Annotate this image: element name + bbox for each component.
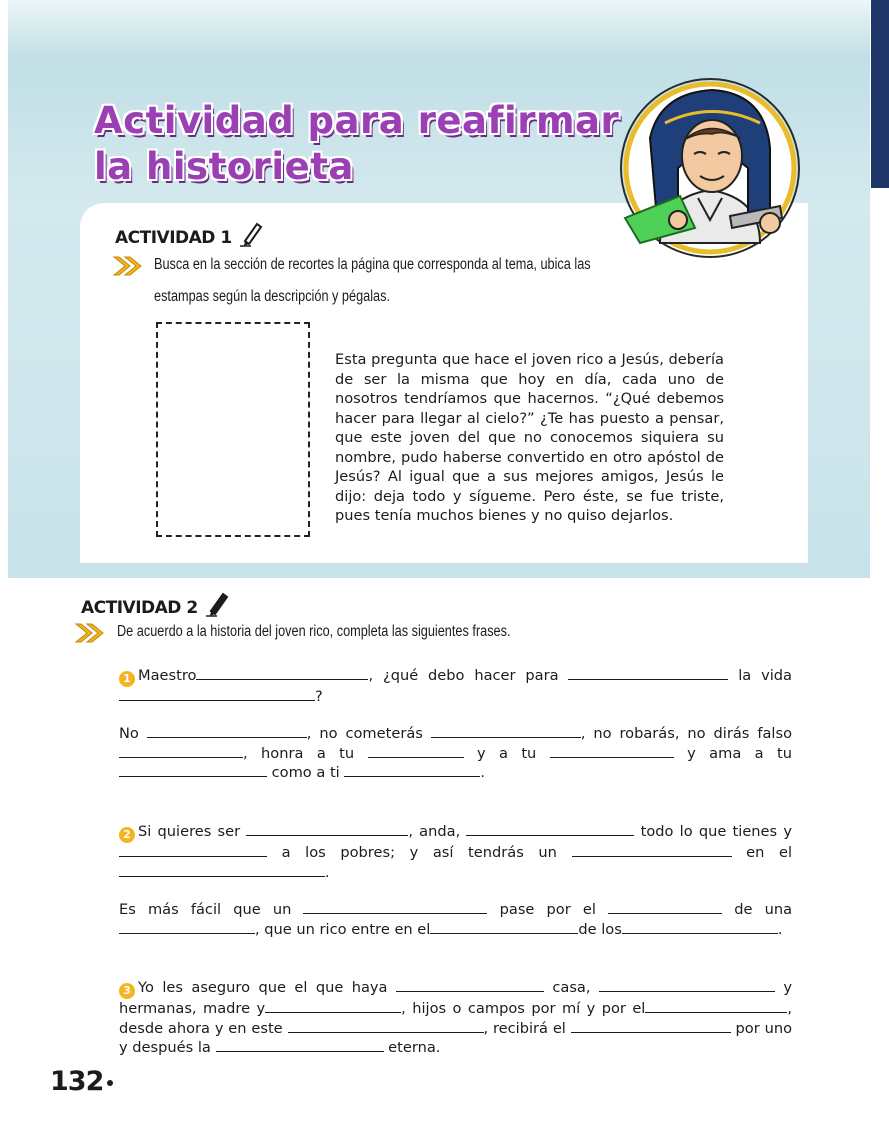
text-fragment: la vida	[738, 667, 792, 684]
text-fragment: Si quieres ser	[138, 823, 241, 840]
activity-1-heading-label: ACTIVIDAD 1	[115, 228, 232, 248]
number-badge-icon: 2	[119, 827, 135, 843]
fill-blank[interactable]	[119, 920, 255, 934]
page-title-line-2: la historieta	[94, 145, 354, 188]
fill-blank[interactable]	[396, 978, 544, 992]
text-fragment: , no robarás, no dirás falso	[580, 725, 792, 742]
fill-blank[interactable]	[216, 1038, 384, 1052]
text-fragment: .	[325, 863, 330, 881]
fill-blank[interactable]	[431, 724, 581, 738]
page-number	[50, 1066, 113, 1097]
fill-blank[interactable]	[119, 744, 243, 758]
text-fragment: de una	[734, 901, 793, 918]
page-number-label: 132	[50, 1066, 104, 1097]
fill-blank[interactable]	[430, 920, 578, 934]
text-fragment: .	[777, 920, 783, 938]
exercise-1-part-a	[119, 666, 792, 707]
fill-blank[interactable]	[368, 744, 464, 758]
fill-blank[interactable]	[147, 724, 307, 738]
activity-1-instruction-line-2: estampas según la descripción y pégalas.	[154, 288, 390, 305]
text-fragment: Maestro	[138, 667, 197, 684]
fill-blank[interactable]	[344, 763, 480, 777]
text-fragment: de los	[578, 920, 622, 938]
sticker-placeholder-box[interactable]	[156, 322, 310, 537]
activity-2-heading	[81, 591, 229, 618]
fill-blank[interactable]	[599, 978, 775, 992]
text-fragment: ?	[315, 688, 323, 705]
fill-blank[interactable]	[119, 863, 325, 877]
text-fragment: , recibirá el	[483, 1019, 566, 1037]
number-badge-icon: 1	[119, 671, 135, 687]
fill-blank[interactable]	[571, 1019, 731, 1033]
text-fragment: , no cometerás	[306, 725, 423, 742]
text-fragment: , ¿qué debo hacer para	[368, 667, 559, 684]
exercise-1-part-b	[119, 724, 792, 783]
activity-1-instruction-line-1: Busca en la sección de recortes la página que corresponda al tema, ubica las	[154, 256, 591, 273]
text-fragment: , desde ahora y en este	[119, 1000, 793, 1037]
activity-2-heading-label: ACTIVIDAD 2	[81, 598, 198, 618]
text-fragment: .	[480, 764, 486, 781]
fill-blank[interactable]	[622, 920, 778, 934]
text-fragment: casa,	[552, 979, 591, 996]
text-fragment: , anda,	[408, 823, 461, 840]
page-title-line-1: Actividad para reafirmar	[94, 99, 620, 142]
exercise-2-part-a	[119, 822, 792, 882]
fill-blank[interactable]	[119, 763, 267, 777]
text-fragment: a los pobres; y así tendrás un	[281, 844, 557, 861]
pencil-icon	[239, 221, 263, 247]
text-fragment: todo lo que tienes y	[640, 823, 792, 840]
page-dot	[107, 1080, 113, 1086]
text-fragment: Es más fácil que un	[119, 901, 292, 918]
exercise-2-part-b	[119, 900, 792, 939]
fill-blank[interactable]	[288, 1019, 484, 1033]
fill-blank[interactable]	[568, 666, 728, 680]
text-fragment: y hermanas, madre y	[119, 979, 792, 1017]
double-chevron-icon	[112, 255, 144, 277]
text-fragment: No	[119, 725, 139, 742]
fill-blank[interactable]	[608, 900, 722, 914]
activity-2-instruction: De acuerdo a la historia del joven rico, completa las siguientes frases.	[117, 623, 511, 640]
exercise-3	[119, 978, 792, 1058]
fill-blank[interactable]	[550, 744, 674, 758]
text-fragment: y ama a tu	[687, 744, 792, 762]
fill-blank[interactable]	[265, 999, 401, 1013]
activity-1-paragraph: Esta pregunta que hace el joven rico a Jesús, debería de ser la misma que hoy en día, cada uno de nosotros tendríamos que hacernos. “¿Qué debemos hacer para llegar al cielo?” ¿Te has puesto a pensar, que este joven del que no conocemos siquiera su nombre, pudo haberse convertido en otro apóstol de Jesús? Al igual que a sus mejores amigos, Jesús le dijo: deja todo y sígueme. Pero éste, se fue triste, pues tenía muchos bienes y no quiso dejarlos.	[335, 351, 724, 524]
text-fragment: , honra a tu	[243, 744, 355, 762]
fill-blank[interactable]	[645, 999, 787, 1013]
page-title	[94, 98, 619, 190]
page-edge-bar	[871, 0, 889, 188]
text-fragment: por uno y después la	[119, 1019, 793, 1056]
pencil-icon	[205, 591, 229, 617]
fill-blank[interactable]	[119, 687, 315, 701]
fill-blank[interactable]	[196, 666, 368, 680]
text-fragment: como a ti	[271, 764, 340, 781]
fill-blank[interactable]	[119, 843, 267, 857]
fill-blank[interactable]	[246, 822, 408, 836]
text-fragment: y a tu	[476, 744, 537, 762]
double-chevron-icon	[74, 622, 106, 644]
activity-1-heading	[115, 221, 263, 248]
text-fragment: , que un rico entre en el	[255, 920, 431, 938]
text-fragment: Yo les aseguro que el que haya	[138, 979, 388, 996]
text-fragment: eterna.	[388, 1039, 441, 1056]
text-fragment: en el	[746, 844, 792, 861]
fill-blank[interactable]	[572, 843, 732, 857]
number-badge-icon: 3	[119, 983, 135, 999]
fill-blank[interactable]	[466, 822, 634, 836]
text-fragment: , hijos o campos por mí y por el	[401, 1000, 646, 1017]
fill-blank[interactable]	[303, 900, 487, 914]
text-fragment: pase por el	[499, 901, 596, 918]
character-illustration	[620, 78, 800, 260]
